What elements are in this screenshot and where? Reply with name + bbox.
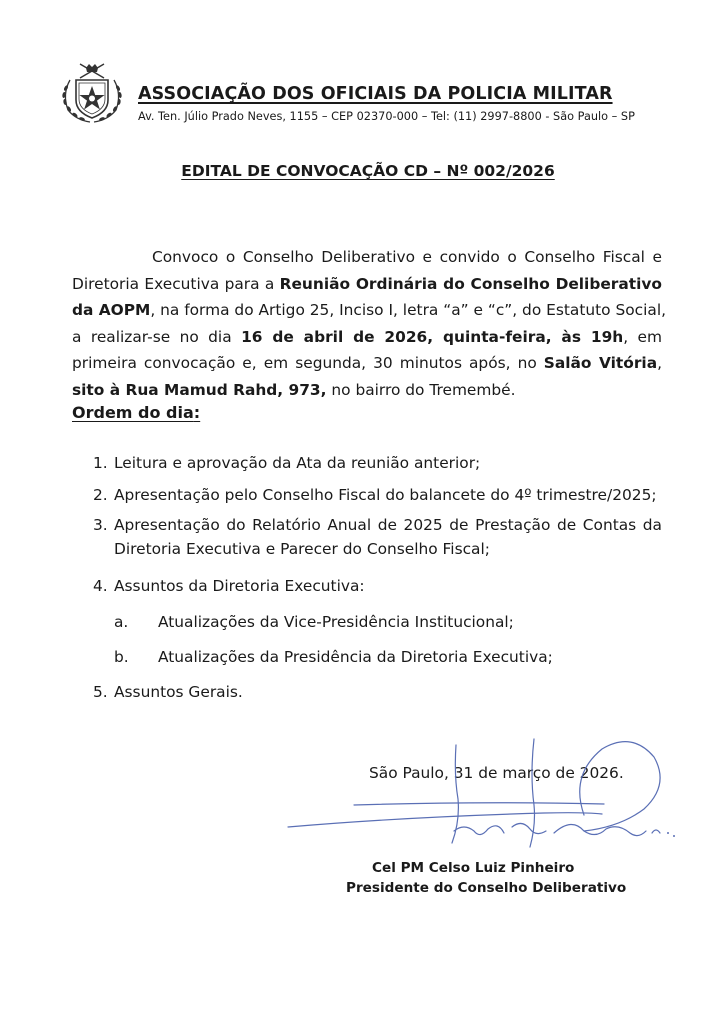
- agenda-item-line: Diretoria Executiva e Parecer do Conselho Fiscal;: [114, 540, 490, 558]
- meeting-name: Reunião Ordinária do Conselho Deliberativo: [279, 274, 662, 293]
- paragraph-line: [72, 244, 662, 271]
- paragraph-text: no bairro do Tremembé.: [326, 380, 516, 399]
- agenda-item-number: 4.: [93, 577, 108, 595]
- document-title: EDITAL DE CONVOCAÇÃO CD – Nº 002/2026: [181, 162, 555, 180]
- police-emblem-icon: [56, 62, 128, 124]
- paragraph-line: [72, 271, 662, 298]
- agenda-subitem-text: Atualizações da Vice-Presidência Institucional;: [158, 613, 514, 631]
- paragraph-text: Diretoria Executiva para a: [72, 274, 280, 293]
- agenda-item-number: 3.: [93, 516, 108, 534]
- agenda-item-number: 2.: [93, 486, 108, 504]
- paragraph-line: [72, 324, 662, 351]
- agenda-heading-colon: :: [193, 403, 201, 422]
- paragraph-line: [72, 377, 662, 404]
- paragraph-line: [72, 350, 662, 377]
- paragraph-text: , na forma do Artigo 25, Inciso I, letra “a” e “c”, do Estatuto Social,: [150, 301, 666, 319]
- convocation-paragraph: [72, 244, 666, 403]
- agenda-item-text: [114, 516, 662, 534]
- agenda-item-line: Apresentação do Relatório Anual de 2025 de Prestação de Contas da: [114, 516, 662, 534]
- paragraph-text: ,: [657, 354, 662, 372]
- paragraph-text: Convoco o Conselho Deliberativo e convido o Conselho Fiscal e: [152, 248, 662, 266]
- organization-address: Av. Ten. Júlio Prado Neves, 1155 – CEP 02370-000 – Tel: (11) 2997-8800 - São Paulo – SP: [138, 110, 635, 123]
- agenda-item-number: 1.: [93, 454, 108, 472]
- signer-role: Presidente do Conselho Deliberativo: [346, 880, 627, 896]
- agenda-subitem-letter: b.: [114, 648, 129, 666]
- agenda-item-text: Assuntos da Diretoria Executiva:: [114, 577, 365, 595]
- meeting-venue: Salão Vitória: [543, 354, 658, 372]
- meeting-date: 16 de abril de 2026, quinta-feira, às 19h: [241, 327, 624, 346]
- agenda-subitem-letter: a.: [114, 613, 129, 631]
- paragraph-line: [72, 297, 666, 324]
- agenda-item-text: Apresentação pelo Conselho Fiscal do balancete do 4º trimestre/2025;: [114, 486, 657, 504]
- agenda-item-text: Assuntos Gerais.: [114, 683, 243, 701]
- agenda-heading-text: Ordem do dia: [72, 403, 194, 422]
- paragraph-text: a realizar-se no dia: [72, 327, 242, 346]
- organization-acronym: da AOPM: [72, 301, 151, 319]
- signer-name: Cel PM Celso Luiz Pinheiro: [372, 860, 575, 876]
- place-and-date: São Paulo, 31 de março de 2026.: [369, 764, 624, 782]
- handwritten-signature: [284, 735, 684, 855]
- meeting-address: sito à Rua Mamud Rahd, 973,: [72, 380, 327, 399]
- agenda-subitem-text: Atualizações da Presidência da Diretoria Executiva;: [158, 648, 553, 666]
- agenda-item-number: 5.: [93, 683, 108, 701]
- agenda-heading: [72, 403, 200, 422]
- paragraph-text: , em: [623, 327, 662, 346]
- agenda-item-text: Leitura e aprovação da Ata da reunião anterior;: [114, 454, 481, 472]
- paragraph-text: primeira convocação e, em segunda, 30 minutos após, no: [72, 354, 544, 372]
- organization-name: ASSOCIAÇÃO DOS OFICIAIS DA POLICIA MILITAR: [138, 84, 613, 104]
